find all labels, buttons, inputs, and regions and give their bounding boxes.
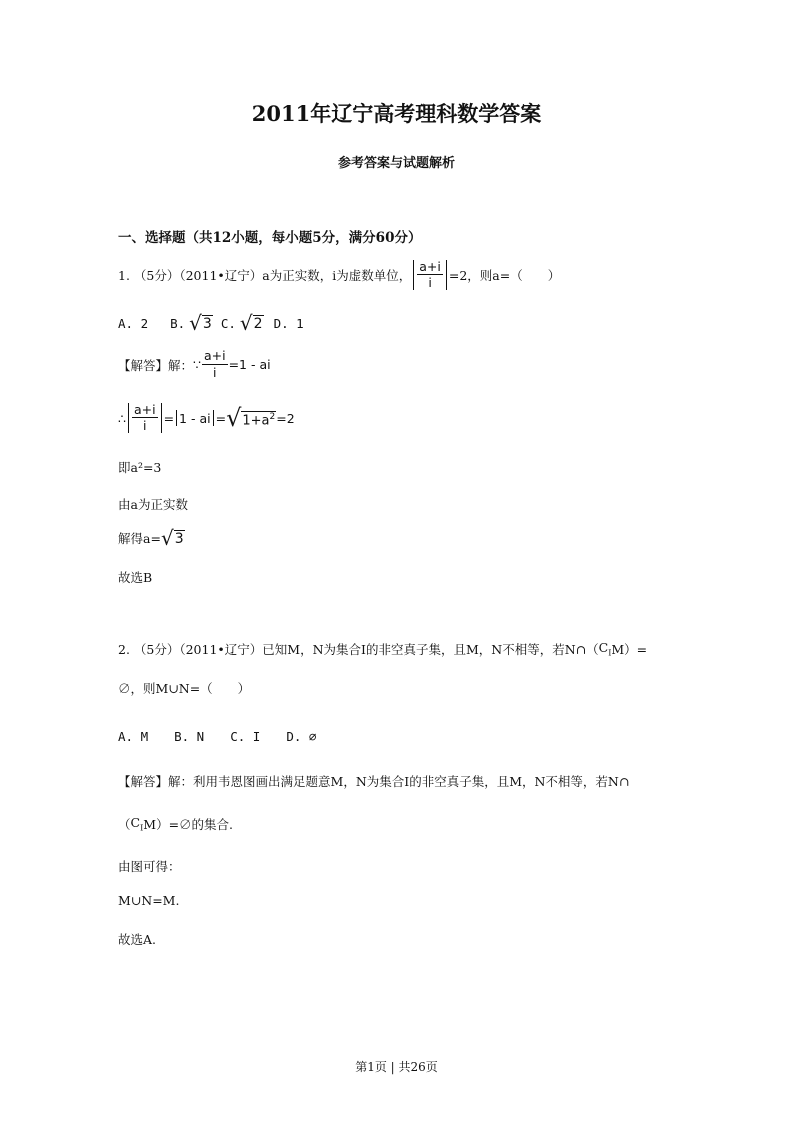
page-total: 共26页 (398, 1060, 438, 1074)
complement-symbol (599, 640, 612, 658)
abs-bar-right (213, 410, 214, 426)
answer-label: 【解答】解： (118, 774, 194, 789)
complement-subscript: I (608, 648, 612, 658)
q1-answer-conclusion: 故选B (118, 570, 153, 585)
q2-stem: 2. （5分）（2011•辽宁）已知M，N为集合I的非空真子集，且M，N不相等，若N∩（ (118, 642, 599, 657)
q1-stem-end: =2，则a=（ ） (448, 268, 561, 283)
q1-frac-num: a+i (419, 258, 441, 274)
q1-option-b: B. (170, 315, 186, 331)
page-title: 2011年辽宁高考理科数学答案 (251, 101, 542, 126)
question-1 (118, 260, 560, 290)
radicand: 1+a (242, 413, 270, 429)
q2-option-d: D. ∅ (286, 729, 317, 744)
complement-symbol (131, 815, 144, 833)
modulus-expression: 1 - ai (179, 410, 211, 426)
page-footer (0, 1058, 793, 1075)
q1-answer-fraction-2 (132, 401, 158, 433)
q1-answer-result: =1 - ai (228, 357, 271, 372)
paren-open: （ (118, 817, 131, 832)
equals: = (163, 410, 175, 426)
exponent: 2 (269, 411, 276, 422)
abs-bar-left (128, 403, 129, 433)
q2-answer-line4: M∪N=M. (118, 893, 180, 908)
abs-bar-right (446, 260, 447, 290)
abs-bar-right (161, 403, 162, 433)
frac-den: i (143, 418, 147, 433)
sqrt-symbol: √ 2 (239, 311, 263, 335)
q1-option-a: A. 2 (118, 315, 149, 331)
sqrt-symbol: √ 3 (160, 526, 184, 550)
q1-option-c-radicand: 2 (253, 315, 263, 332)
q1-option-d: D. 1 (273, 315, 304, 331)
complement-letter: C (130, 815, 141, 831)
q2-answer-line1 (118, 772, 629, 790)
q2-option-b: B. N (174, 729, 205, 744)
q1-answer-line2 (118, 403, 295, 433)
q2-answer-line3: 由图可得： (118, 859, 181, 874)
because-symbol: ∵ (193, 357, 201, 372)
q1-answer-line5 (118, 528, 185, 548)
q2-stem-line2: ∅，则M∪N=（ ） (118, 681, 251, 696)
answer-label: 【解答】解： (118, 357, 194, 373)
q1-option-b-radicand: 3 (202, 315, 212, 332)
q1-answer-line1 (118, 350, 271, 379)
q1-answer-fraction (202, 350, 228, 379)
q2-answer-text: 利用韦恩图画出满足题意M，N为集合I的非空真子集，且M，N不相等，若N∩ (193, 774, 630, 789)
page-number: 第1页 (355, 1060, 387, 1074)
q2-answer-line2 (118, 815, 233, 833)
q2-option-a: A. M (118, 729, 149, 744)
sqrt-symbol: √ 3 (189, 311, 212, 335)
complement-letter: C (598, 640, 609, 656)
frac-num: a+i (203, 348, 226, 363)
q1-options (118, 313, 304, 333)
q1-option-c: C. (220, 315, 236, 331)
footer-separator: | (386, 1060, 399, 1074)
q2-stem-end: M）= (611, 642, 648, 657)
page-subtitle: 参考答案与试题解析 (337, 156, 455, 171)
q2-answer-text-2: M）=∅的集合. (143, 817, 234, 832)
q1-answer-line3: 即a²=3 (118, 460, 162, 475)
equals: = (215, 410, 227, 426)
sqrt-symbol: √ $1+a^2$ (226, 404, 276, 432)
therefore-symbol: ∴ (118, 410, 126, 426)
q2-answer-conclusion: 故选A. (118, 932, 157, 947)
frac-num: a+i (133, 401, 156, 417)
abs-bar-left (413, 260, 414, 290)
abs-bar-left (176, 410, 177, 426)
frac-den: i (213, 364, 217, 380)
solve-text: 解得a= (118, 531, 161, 546)
q1-frac-den: i (428, 275, 432, 290)
question-2 (118, 640, 647, 658)
q1-fraction (417, 258, 443, 290)
q2-options (118, 729, 316, 744)
section-heading: 一、选择题（共12小题，每小题5分，满分60分） (118, 230, 422, 246)
result: =2 (276, 410, 295, 426)
q1-stem: 1. （5分）（2011•辽宁）a为正实数，i为虚数单位， (118, 268, 412, 283)
complement-subscript: I (140, 823, 144, 833)
q2-option-c: C. I (230, 729, 261, 744)
radicand: 3 (174, 530, 184, 547)
q1-answer-line4: 由a为正实数 (118, 497, 188, 512)
